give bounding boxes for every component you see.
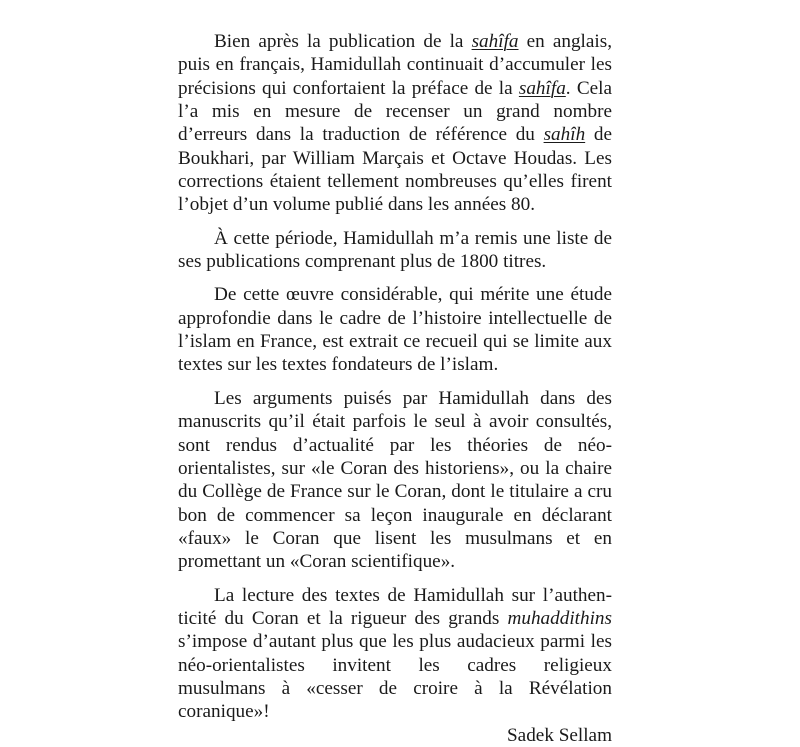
transliterated-term: sahîh xyxy=(543,124,586,146)
text-run: Bien après la publication de la xyxy=(214,31,472,52)
text-run: . Cela l’a mis en mesure de recenser un grand nombre d’erreurs dans la traduction de référence du xyxy=(178,77,612,146)
body-text xyxy=(178,30,612,724)
paragraph-2 xyxy=(178,227,612,274)
text-run: Les arguments puisés par Hamidullah dans des manuscrits qu’il était parfois le seul à avoir consultés, sont rendus d’actualité par les théories de néo-orientalistes, sur «le Coran des historiens», ou la chaire du Collège de France sur le Coran, dont le titulaire a cru bon de commencer sa leçon inaugurale en déclarant «faux» le Coran que lisent les musulmans et en promettant un «Coran scientifique». xyxy=(178,387,612,573)
paragraph-3 xyxy=(178,283,612,376)
transliterated-term: sahîfa xyxy=(518,77,566,99)
transliterated-term: sahîfa xyxy=(471,31,519,52)
text-run: en anglais, puis en français, Hamidullah continuait d’accumuler les précisions qui confortaient la préface de la xyxy=(178,31,612,99)
paragraph-1 xyxy=(178,30,612,217)
italic-term: muhaddithins xyxy=(507,607,612,629)
paragraph-4 xyxy=(178,387,612,574)
text-run: De cette œuvre considérable, qui mérite une étude approfondie dans le cadre de l’histoire intellectuelle de l’islam en France, est extrait ce recueil qui se limite aux textes sur les textes fondateurs de l’islam. xyxy=(178,284,612,376)
paragraph-5 xyxy=(178,584,612,724)
document-page xyxy=(178,30,612,747)
text-run: La lecture des textes de Hamidullah sur l’authenticité du Coran et la rigueur des grands xyxy=(178,584,612,629)
text-run: À cette période, Hamidullah m’a remis une liste de ses publications comprenant plus de 1800 titres. xyxy=(178,227,612,273)
author-signature: Sadek Sellam xyxy=(507,724,612,746)
text-run: s’impose d’autant plus que les plus audacieux parmi les néo-orientalistes invitent les cadres religieux musulmans à «cesser de croire à la Révélation coranique»! xyxy=(178,631,612,723)
text-run: de Boukhari, par William Marçais et Octave Houdas. Les corrections étaient tellement nombreuses qu’elles firent l’objet d’un volume publié dans les années 80. xyxy=(178,124,612,216)
